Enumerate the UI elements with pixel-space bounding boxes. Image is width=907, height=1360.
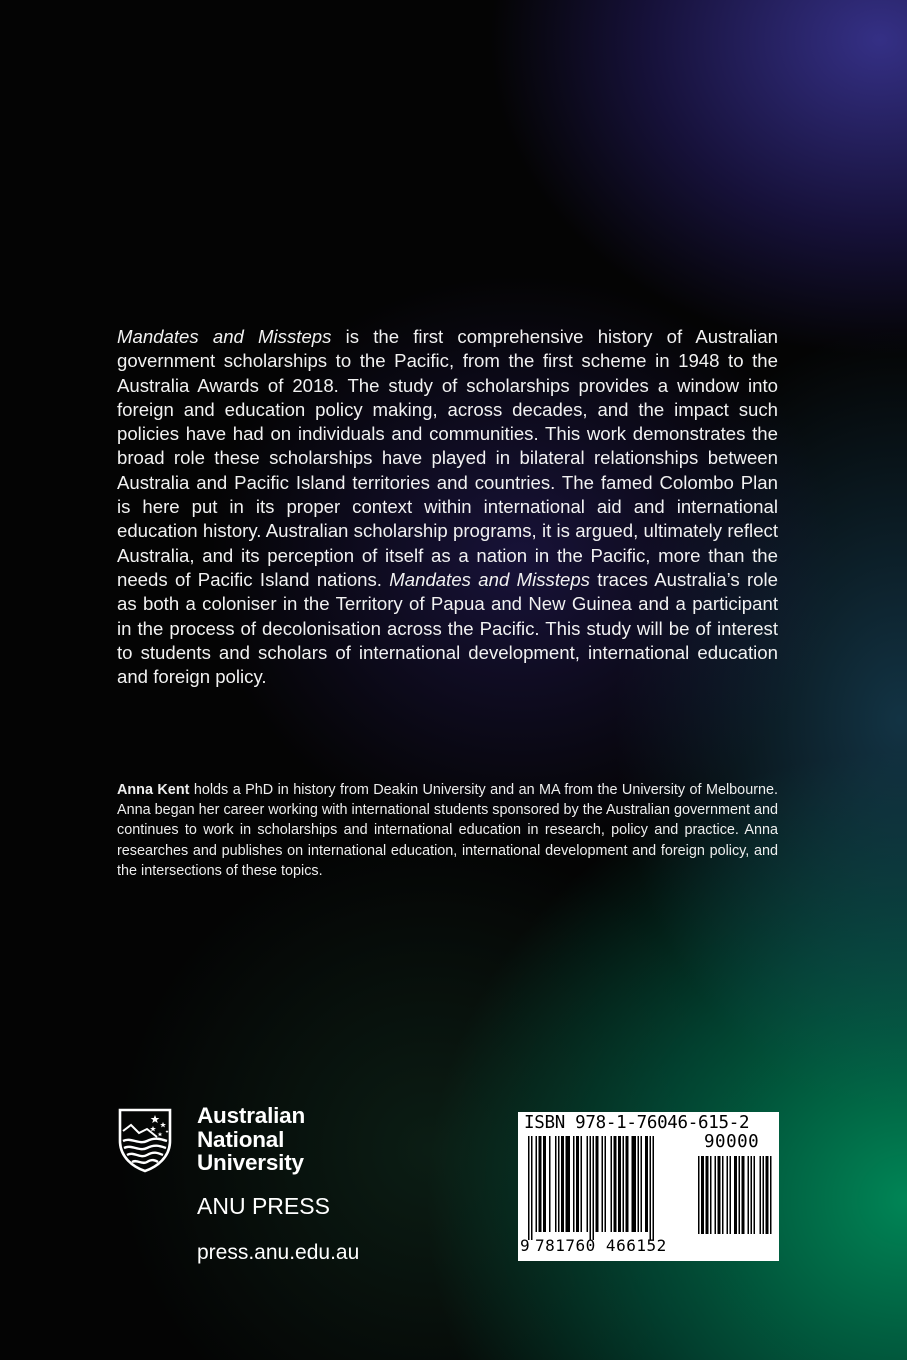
author-name: Anna Kent <box>117 782 190 798</box>
barcode-bar <box>638 1136 640 1232</box>
barcode-bar <box>587 1136 589 1232</box>
barcode-bar <box>698 1156 700 1234</box>
barcode-bar <box>754 1156 756 1234</box>
barcode-bar <box>576 1136 579 1232</box>
anu-crest-icon <box>117 1107 173 1173</box>
book-description <box>117 325 778 689</box>
barcode-bar <box>751 1156 753 1234</box>
barcode-bar <box>596 1136 599 1232</box>
press-name: ANU PRESS <box>197 1193 330 1219</box>
barcode-bar <box>528 1136 530 1240</box>
barcode-bar <box>641 1136 643 1232</box>
barcode-bar <box>618 1136 621 1232</box>
barcode-bar <box>710 1156 712 1234</box>
barcode-bar <box>561 1136 564 1232</box>
barcode-bar <box>748 1156 750 1234</box>
barcode-bar <box>706 1156 709 1234</box>
barcode-bar <box>730 1156 732 1234</box>
barcode-bar <box>536 1136 538 1232</box>
barcode-bar <box>539 1136 542 1232</box>
university-name <box>197 1104 305 1175</box>
barcode-bar <box>531 1136 533 1240</box>
barcode-bar <box>770 1156 772 1234</box>
description-text-2: traces Australia’s role as both a coloniser in the Territory of Papua and New Guinea and a participant in the process of decolonisation across the Pacific. This study will be of interest to students and scholars of international development, international education and foreign policy. <box>117 568 778 688</box>
barcode-bar <box>549 1136 551 1232</box>
barcode-bar <box>626 1136 629 1232</box>
university-name-line: Australian <box>197 1103 306 1128</box>
ean-barcode-bars <box>528 1136 694 1240</box>
barcode-bar <box>727 1156 729 1234</box>
book-title-italic: Mandates and Missteps <box>117 326 332 347</box>
barcode-bar <box>739 1156 741 1234</box>
ean-digits: 781760 466152 <box>535 1236 667 1255</box>
author-bio <box>117 780 778 881</box>
barcode-bar <box>760 1156 762 1234</box>
addon-digits: 90000 <box>704 1132 760 1152</box>
barcode-bar <box>763 1156 765 1234</box>
barcode-bar <box>722 1156 724 1234</box>
barcode-bar <box>558 1136 560 1232</box>
addon-barcode-bars <box>698 1156 774 1246</box>
barcode-bar <box>645 1136 648 1232</box>
barcode-bar <box>715 1156 717 1234</box>
barcode-bar <box>590 1136 592 1240</box>
isbn-barcode <box>518 1112 779 1261</box>
book-title-italic: Mandates and Missteps <box>389 568 590 590</box>
barcode-bar <box>718 1156 721 1234</box>
barcode-bar <box>766 1156 769 1234</box>
barcode-bar <box>581 1136 583 1232</box>
isbn-label: ISBN 978-1-76046-615-2 <box>524 1113 750 1133</box>
barcode-bar <box>623 1136 625 1232</box>
barcode-bar <box>566 1136 571 1232</box>
barcode-bar <box>742 1156 745 1234</box>
barcode-bar <box>632 1136 637 1232</box>
barcode-bar <box>573 1136 575 1232</box>
publisher-website: press.anu.edu.au <box>197 1241 360 1264</box>
barcode-bar <box>543 1136 546 1232</box>
barcode-bar <box>611 1136 613 1232</box>
university-name-line: National <box>197 1126 285 1152</box>
barcode-bar <box>602 1136 604 1232</box>
ean-prefix-digit: 9 <box>520 1236 530 1255</box>
barcode-bar <box>701 1156 704 1234</box>
barcode-bar <box>555 1136 557 1232</box>
barcode-bar <box>605 1136 607 1232</box>
description-text-1: is the first comprehensive history of Australian government scholarships to the Pacific, from the first scheme in 1948 to the Australia Awards of 2018. The study of scholarships provides a window into foreign and education policy making, across decades, and the impact such policies have had on individuals and communities. This work demonstrates the broad role these scholarships have played in bilateral relationships between Australia and Pacific Island territories and countries. The famed Colombo Plan is here put in its proper context within international aid and international education history. Australian scholarship programs, it is argued, ultimately reflect Australia, and its perception of itself as a nation in the Pacific, more than the needs of Pacific Island nations. <box>117 326 778 590</box>
barcode-bar <box>653 1136 655 1240</box>
barcode-bar <box>614 1136 617 1232</box>
author-bio-text: holds a PhD in history from Deakin University and an MA from the University of Melbourne. Anna began her career working with international students sponsored by the Australian government and continues to work in scholarships and international education in research, policy and practice. Anna researches and publishes on international education, international development and foreign policy, and the intersections of these topics. <box>117 782 778 879</box>
barcode-bar <box>650 1136 652 1240</box>
barcode-bar <box>734 1156 737 1234</box>
university-name-line: University <box>197 1150 304 1175</box>
barcode-bar <box>593 1136 595 1240</box>
